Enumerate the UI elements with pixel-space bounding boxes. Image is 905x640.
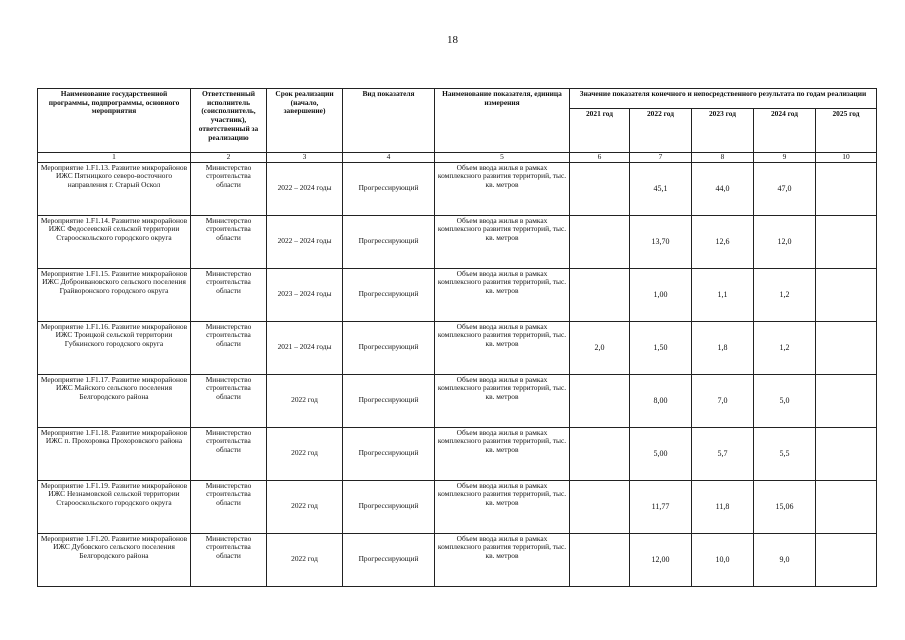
column-number: 9 (754, 153, 816, 163)
indicator-name-cell: Объем ввода жилья в рамках комплексного развития территорий, тыс. кв. метров (435, 480, 570, 533)
value-2025 (816, 374, 877, 427)
value-2023: 11,8 (692, 480, 754, 533)
indicator-name-cell: Объем ввода жилья в рамках комплексного развития территорий, тыс. кв. метров (435, 427, 570, 480)
activity-name: Мероприятие 1.F1.17. Развитие микрорайонов ИЖС Майского сельского поселения Белгородского района (38, 374, 191, 427)
header-year-2021: 2021 год (570, 109, 630, 153)
value-2022: 1,50 (630, 321, 692, 374)
activity-name: Мероприятие 1.F1.16. Развитие микрорайонов ИЖС Троицкой сельской территории Губкинского городского округа (38, 321, 191, 374)
indicators-table (37, 88, 877, 587)
value-2025 (816, 162, 877, 215)
activity-name: Мероприятие 1.F1.15. Развитие микрорайонов ИЖС Доброивановского сельского поселения Грайворонского городского округа (38, 268, 191, 321)
activity-name: Мероприятие 1.F1.19. Развитие микрорайонов ИЖС Незнамовской сельской территории Старооскольского городского округа (38, 480, 191, 533)
value-2025 (816, 268, 877, 321)
header-year-2025: 2025 год (816, 109, 877, 153)
table-row (38, 268, 877, 321)
value-2023: 1,8 (692, 321, 754, 374)
column-number: 6 (570, 153, 630, 163)
indicator-name-cell: Объем ввода жилья в рамках комплексного развития территорий, тыс. кв. метров (435, 374, 570, 427)
value-2023: 44,0 (692, 162, 754, 215)
indicator-name-cell: Объем ввода жилья в рамках комплексного развития территорий, тыс. кв. метров (435, 162, 570, 215)
header-values-group: Значение показателя конечного и непосредственного результата по годам реализации (570, 89, 877, 109)
column-number: 8 (692, 153, 754, 163)
scan-marks (37, 590, 876, 610)
header-indicator-type: Вид показателя (343, 89, 435, 153)
value-2024: 12,0 (754, 215, 816, 268)
period-cell: 2022 год (267, 374, 343, 427)
value-2022: 1,00 (630, 268, 692, 321)
header-program-name: Наименование государственной программы, подпрограммы, основного мероприятия (38, 89, 191, 153)
value-2022: 13,70 (630, 215, 692, 268)
indicator-type-cell: Прогрессирующий (343, 374, 435, 427)
column-number-row (38, 153, 877, 163)
activity-name: Мероприятие 1.F1.18. Развитие микрорайонов ИЖС п. Прохоровка Прохоровского района (38, 427, 191, 480)
page-number: 18 (447, 34, 458, 46)
column-number: 7 (630, 153, 692, 163)
table-row (38, 162, 877, 215)
period-cell: 2022 – 2024 годы (267, 162, 343, 215)
value-2021 (570, 480, 630, 533)
column-number: 2 (191, 153, 267, 163)
executor-cell: Министерство строительства области (191, 480, 267, 533)
value-2023: 5,7 (692, 427, 754, 480)
value-2021: 2,0 (570, 321, 630, 374)
value-2024: 47,0 (754, 162, 816, 215)
value-2021 (570, 374, 630, 427)
header-indicator-name: Наименование показателя, единица измерения (435, 89, 570, 153)
table-row (38, 427, 877, 480)
value-2024: 1,2 (754, 268, 816, 321)
value-2023: 10,0 (692, 533, 754, 586)
header-executor: Ответственный исполнитель (соисполнитель, участник), ответственный за реализацию (191, 89, 267, 153)
value-2021 (570, 268, 630, 321)
value-2023: 12,6 (692, 215, 754, 268)
value-2024: 5,5 (754, 427, 816, 480)
header-period: Срок реализации (начало, завершение) (267, 89, 343, 153)
value-2022: 5,00 (630, 427, 692, 480)
indicator-type-cell: Прогрессирующий (343, 162, 435, 215)
table-body (38, 162, 877, 586)
indicator-name-cell: Объем ввода жилья в рамках комплексного развития территорий, тыс. кв. метров (435, 533, 570, 586)
activity-name: Мероприятие 1.F1.20. Развитие микрорайонов ИЖС Дубовского сельского поселения Белгородского района (38, 533, 191, 586)
value-2022: 45,1 (630, 162, 692, 215)
activity-name: Мероприятие 1.F1.14. Развитие микрорайонов ИЖС Федосеевской сельской территории Старооскольского городского округа (38, 215, 191, 268)
column-number: 5 (435, 153, 570, 163)
value-2025 (816, 533, 877, 586)
period-cell: 2022 – 2024 годы (267, 215, 343, 268)
period-cell: 2022 год (267, 533, 343, 586)
table-row (38, 215, 877, 268)
executor-cell: Министерство строительства области (191, 215, 267, 268)
header-year-2022: 2022 год (630, 109, 692, 153)
indicator-type-cell: Прогрессирующий (343, 480, 435, 533)
indicator-type-cell: Прогрессирующий (343, 268, 435, 321)
indicator-name-cell: Объем ввода жилья в рамках комплексного развития территорий, тыс. кв. метров (435, 321, 570, 374)
value-2021 (570, 162, 630, 215)
value-2023: 7,0 (692, 374, 754, 427)
value-2025 (816, 215, 877, 268)
column-number: 10 (816, 153, 877, 163)
indicator-type-cell: Прогрессирующий (343, 533, 435, 586)
column-number: 3 (267, 153, 343, 163)
value-2024: 9,0 (754, 533, 816, 586)
period-cell: 2022 год (267, 427, 343, 480)
table-row (38, 533, 877, 586)
column-number: 4 (343, 153, 435, 163)
executor-cell: Министерство строительства области (191, 374, 267, 427)
indicator-type-cell: Прогрессирующий (343, 215, 435, 268)
activity-name: Мероприятие 1.F1.13. Развитие микрорайонов ИЖС Пятницкого северо-восточного направления г. Старый Оскол (38, 162, 191, 215)
executor-cell: Министерство строительства области (191, 162, 267, 215)
executor-cell: Министерство строительства области (191, 427, 267, 480)
value-2022: 8,00 (630, 374, 692, 427)
table-header (38, 89, 877, 163)
header-year-2023: 2023 год (692, 109, 754, 153)
value-2025 (816, 321, 877, 374)
indicator-type-cell: Прогрессирующий (343, 427, 435, 480)
column-number: 1 (38, 153, 191, 163)
header-year-2024: 2024 год (754, 109, 816, 153)
value-2024: 1,2 (754, 321, 816, 374)
indicator-name-cell: Объем ввода жилья в рамках комплексного развития территорий, тыс. кв. метров (435, 215, 570, 268)
indicator-name-cell: Объем ввода жилья в рамках комплексного развития территорий, тыс. кв. метров (435, 268, 570, 321)
value-2021 (570, 427, 630, 480)
table-row (38, 321, 877, 374)
value-2021 (570, 215, 630, 268)
table-row (38, 480, 877, 533)
period-cell: 2023 – 2024 годы (267, 268, 343, 321)
executor-cell: Министерство строительства области (191, 268, 267, 321)
indicator-type-cell: Прогрессирующий (343, 321, 435, 374)
value-2025 (816, 427, 877, 480)
value-2025 (816, 480, 877, 533)
value-2021 (570, 533, 630, 586)
value-2022: 12,00 (630, 533, 692, 586)
period-cell: 2021 – 2024 годы (267, 321, 343, 374)
executor-cell: Министерство строительства области (191, 321, 267, 374)
period-cell: 2022 год (267, 480, 343, 533)
value-2022: 11,77 (630, 480, 692, 533)
value-2024: 15,06 (754, 480, 816, 533)
value-2024: 5,0 (754, 374, 816, 427)
value-2023: 1,1 (692, 268, 754, 321)
table-row (38, 374, 877, 427)
executor-cell: Министерство строительства области (191, 533, 267, 586)
